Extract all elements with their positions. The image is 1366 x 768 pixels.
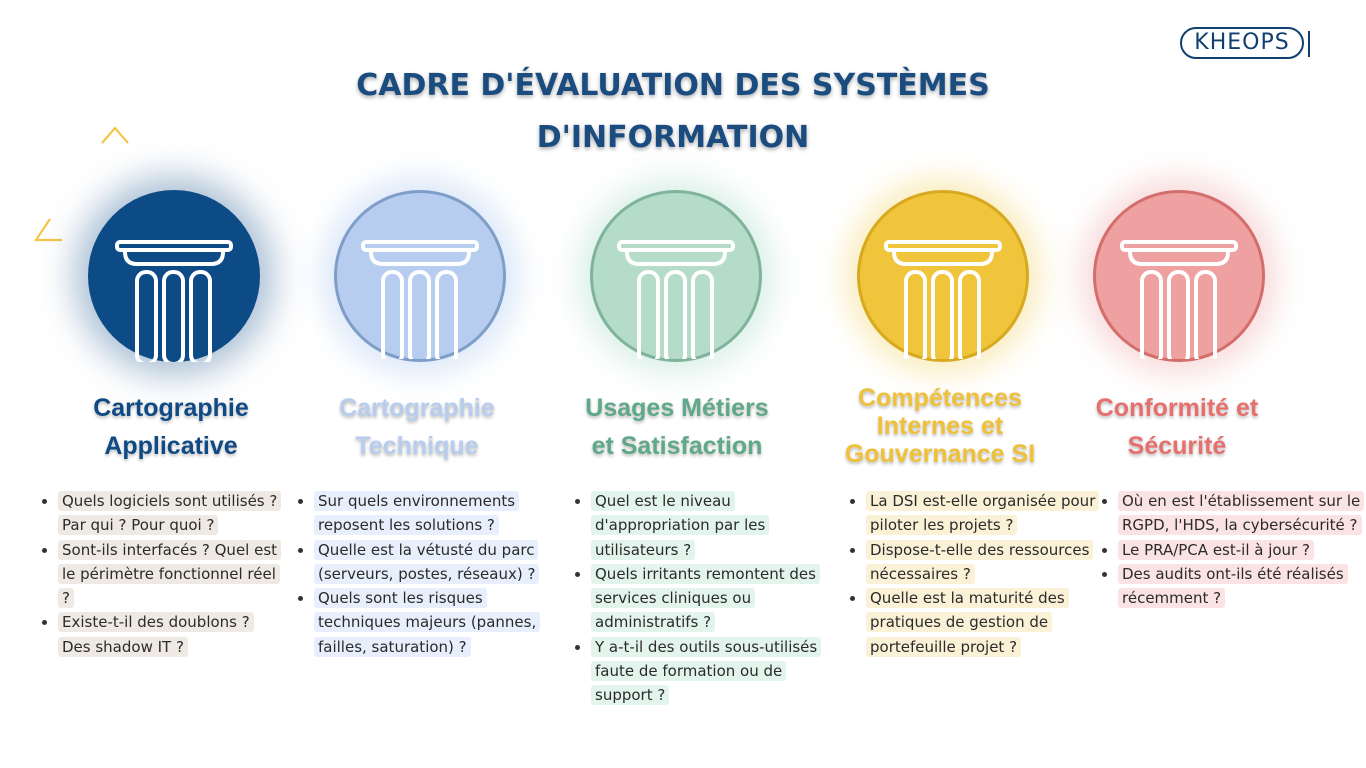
pillar-heading-competences-gouvernance bbox=[825, 384, 1055, 468]
heading-line: Technique bbox=[355, 432, 479, 460]
pillar-circle-cartographie-applicative bbox=[88, 190, 260, 362]
list-item bbox=[591, 562, 831, 635]
question-text: Y a-t-il des outils sous-utilisés faute de formation ou de support ? bbox=[591, 637, 821, 706]
question-text: La DSI est-elle organisée pour piloter les projets ? bbox=[866, 491, 1099, 535]
page-title-line2: D'INFORMATION bbox=[536, 120, 810, 155]
column-icon bbox=[593, 193, 759, 359]
column-icon bbox=[337, 193, 503, 359]
heading-line: Sécurité bbox=[1127, 432, 1227, 460]
corner-decoration-icon bbox=[32, 216, 64, 244]
question-text: Quelle est la vétusté du parc (serveurs, postes, réseaux) ? bbox=[314, 540, 539, 584]
question-text: Quels irritants remontent des services cliniques ou administratifs ? bbox=[591, 564, 820, 633]
logo-divider bbox=[1308, 31, 1310, 57]
question-text: Sur quels environnements reposent les solutions ? bbox=[314, 491, 519, 535]
question-text: Quels logiciels sont utilisés ? Par qui ? Pour quoi ? bbox=[58, 491, 281, 535]
list-item bbox=[58, 538, 280, 611]
question-text: Sont-ils interfacés ? Quel est le périmètre fonctionnel réel ? bbox=[58, 540, 281, 609]
list-item bbox=[1118, 562, 1366, 611]
list-item bbox=[1118, 489, 1366, 538]
questions-list-cartographie-applicative bbox=[38, 489, 280, 659]
list-item bbox=[58, 489, 280, 538]
heading-line: Cartographie bbox=[93, 394, 249, 422]
list-item bbox=[866, 586, 1106, 659]
column-icon bbox=[1096, 193, 1262, 359]
heading-line: Conformité et bbox=[1095, 394, 1259, 422]
heading-line: Gouvernance SI bbox=[844, 440, 1036, 468]
questions-list-competences-gouvernance bbox=[846, 489, 1106, 659]
pillar-circle-competences-gouvernance bbox=[857, 190, 1029, 362]
pillar-heading-cartographie-applicative bbox=[60, 389, 282, 465]
questions-list-usages-metiers bbox=[571, 489, 831, 708]
heading-line: et Satisfaction bbox=[591, 432, 763, 460]
list-item bbox=[58, 610, 280, 659]
question-text: Le PRA/PCA est-il à jour ? bbox=[1118, 540, 1314, 560]
kheops-logo: KHEOPS bbox=[1180, 27, 1304, 59]
question-text: Quel est le niveau d'appropriation par les utilisateurs ? bbox=[591, 491, 769, 560]
pillar-heading-cartographie-technique bbox=[306, 389, 528, 465]
list-item bbox=[866, 538, 1106, 587]
pillar-circle-usages-metiers bbox=[590, 190, 762, 362]
column-icon bbox=[88, 190, 260, 362]
column-icon bbox=[860, 193, 1026, 359]
page-title bbox=[283, 60, 1063, 164]
pillar-circle-conformite-securite bbox=[1093, 190, 1265, 362]
list-item bbox=[314, 489, 568, 538]
question-text: Quelle est la maturité des pratiques de gestion de portefeuille projet ? bbox=[866, 588, 1069, 657]
heading-line: Compétences bbox=[858, 384, 1022, 412]
chevron-up-decoration-icon bbox=[100, 124, 132, 146]
page-title-line1: CADRE D'ÉVALUATION DES SYSTÈMES bbox=[356, 68, 990, 103]
questions-list-conformite-securite bbox=[1098, 489, 1366, 610]
list-item bbox=[314, 586, 568, 659]
question-text: Existe-t-il des doublons ? Des shadow IT ? bbox=[58, 612, 254, 656]
heading-line: Applicative bbox=[104, 432, 238, 460]
question-text: Des audits ont-ils été réalisés récemment ? bbox=[1118, 564, 1348, 608]
heading-line: Cartographie bbox=[339, 394, 495, 422]
list-item bbox=[591, 489, 831, 562]
list-item bbox=[591, 635, 831, 708]
questions-list-cartographie-technique bbox=[294, 489, 568, 659]
heading-line: Internes et bbox=[876, 412, 1004, 440]
heading-line: Usages Métiers bbox=[585, 394, 769, 422]
pillar-heading-conformite-securite bbox=[1066, 389, 1288, 465]
pillar-heading-usages-metiers bbox=[566, 389, 788, 465]
question-text: Où en est l'établissement sur le RGPD, l'HDS, la cybersécurité ? bbox=[1118, 491, 1364, 535]
question-text: Dispose-t-elle des ressources nécessaires ? bbox=[866, 540, 1093, 584]
list-item bbox=[866, 489, 1106, 538]
list-item bbox=[1118, 538, 1366, 562]
list-item bbox=[314, 538, 568, 587]
pillar-circle-cartographie-technique bbox=[334, 190, 506, 362]
question-text: Quels sont les risques techniques majeurs (pannes, failles, saturation) ? bbox=[314, 588, 540, 657]
